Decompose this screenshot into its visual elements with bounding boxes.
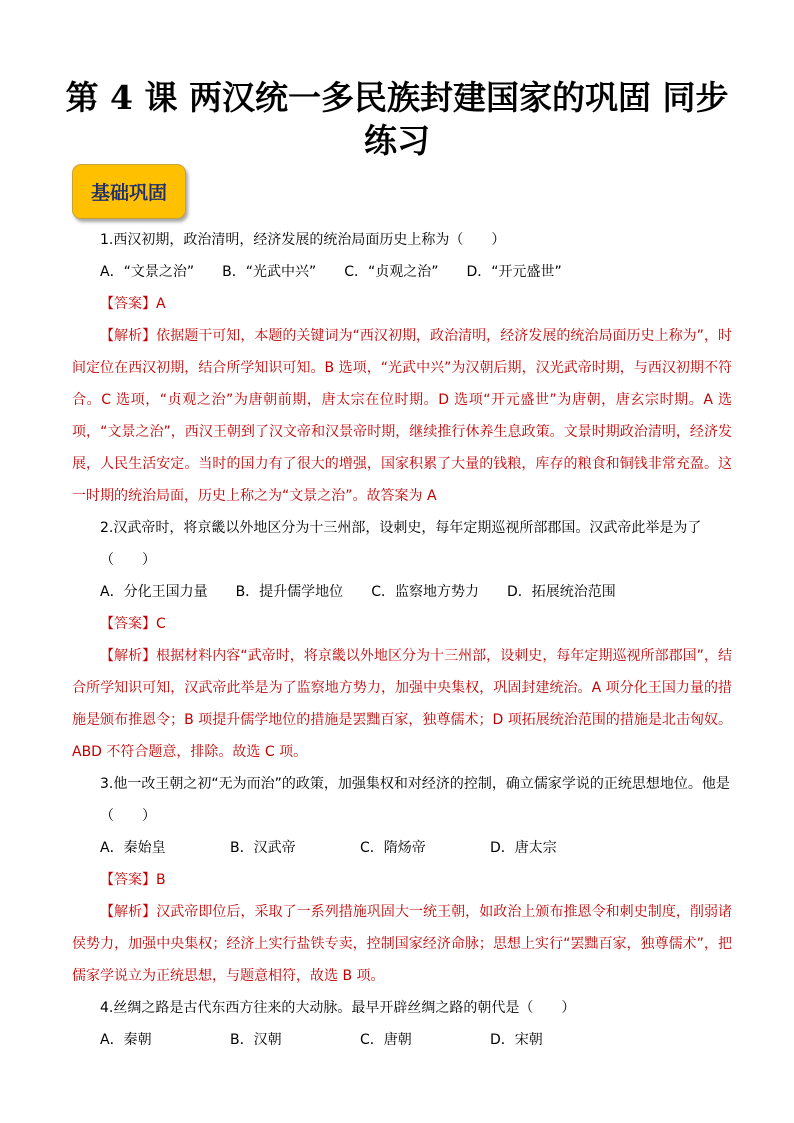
- answer-label: 【答案】: [100, 616, 156, 632]
- option: B．提升儒学地位: [235, 584, 344, 600]
- section-badge: 基础巩固: [72, 164, 186, 219]
- explanation: [72, 320, 732, 512]
- option: D．唐太宗: [490, 840, 557, 856]
- options-row: [72, 576, 732, 608]
- answer-line: [72, 608, 732, 640]
- question-stem: 1.西汉初期，政治清明，经济发展的统治局面历史上称为（ ）: [100, 232, 506, 248]
- answer-label: 【答案】: [100, 872, 156, 888]
- page-title: 第 4 课 两汉统一多民族封建国家的巩固 同步练习: [65, 78, 729, 160]
- options-row: [72, 256, 732, 288]
- question-stem: 4.丝绸之路是古代东西方往来的大动脉。最早开辟丝绸之路的朝代是（ ）: [100, 1000, 576, 1016]
- explanation-text: 汉武帝即位后，采取了一系列措施巩固大一统王朝，如政治上颁布推恩令和刺史制度，削弱诸侯势力，加强中央集权；经济上实行盐铁专卖，控制国家经济命脉；思想上实行“罢黜百家，独尊儒术”，把儒家学说立为正统思想，与题意相符，故选 B 项。: [72, 904, 733, 984]
- option: A．秦始皇: [100, 840, 166, 856]
- options-row: [72, 832, 732, 864]
- answer-line: [72, 288, 732, 320]
- explanation: [72, 896, 732, 992]
- explanation-label: 【解析】: [100, 904, 157, 920]
- option: C．监察地方势力: [371, 584, 479, 600]
- question-stem: 2.汉武帝时，将京畿以外地区分为十三州部，设刺史，每年定期巡视所部郡国。汉武帝此举是为了（ ）: [100, 520, 702, 568]
- question-stem: 3.他一改王朝之初“无为而治”的政策，加强集权和对经济的控制，确立儒家学说的正统思想地位。他是（ ）: [100, 776, 730, 824]
- option: D．宋朝: [490, 1032, 543, 1048]
- option: A．分化王国力量: [100, 584, 208, 600]
- explanation-text: 根据材料内容“武帝时，将京畿以外地区分为十三州部，设刺史，每年定期巡视所部郡国”，结合所学知识可知，汉武帝此举是为了监察地方势力，加强中央集权，巩固封建统治。A 项分化王国力量的措施是颁布推恩令；B 项提升儒学地位的措施是罢黜百家，独尊儒术；D 项拓展统治范围的措施是北击匈奴。ABD 不符合题意，排除。故选 C 项。: [72, 648, 732, 760]
- question-list: [72, 224, 732, 1056]
- option: D．拓展统治范围: [506, 584, 616, 600]
- answer-value: A: [156, 296, 166, 312]
- option: C．唐朝: [360, 1032, 412, 1048]
- answer-line: [72, 864, 732, 896]
- explanation-label: 【解析】: [100, 648, 157, 664]
- option: A．秦朝: [100, 1032, 152, 1048]
- option: D．“开元盛世”: [466, 264, 562, 280]
- option: B．汉朝: [230, 1032, 282, 1048]
- answer-label: 【答案】: [100, 296, 156, 312]
- answer-value: C: [156, 616, 166, 632]
- option: B．汉武帝: [230, 840, 296, 856]
- explanation-text: 依据题干可知，本题的关键词为“西汉初期，政治清明，经济发展的统治局面历史上称为”，时间定位在西汉初期，结合所学知识可知。B 选项，“光武中兴”为汉朝后期，汉光武帝时期，与西汉初期不符合。C 选项，“贞观之治”为唐朝前期，唐太宗在位时期。D 选项“开元盛世”为唐朝，唐玄宗时期。A 选项，“文景之治”，西汉王朝到了汉文帝和汉景帝时期，继续推行休养生息政策。文景时期政治清明，经济发展，人民生活安定。当时的国力有了很大的增强，国家积累了大量的钱粮，库存的粮食和铜钱非常充盈。这一时期的统治局面，历史上称之为“文景之治”。故答案为 A: [72, 328, 732, 504]
- option: A．“文景之治”: [100, 264, 195, 280]
- option: C．隋炀帝: [360, 840, 426, 856]
- explanation-label: 【解析】: [100, 328, 157, 344]
- options-row: [72, 1024, 732, 1056]
- answer-value: B: [156, 872, 166, 888]
- option: C．“贞观之治”: [344, 264, 439, 280]
- explanation: [72, 640, 732, 768]
- option: B．“光武中兴”: [222, 264, 317, 280]
